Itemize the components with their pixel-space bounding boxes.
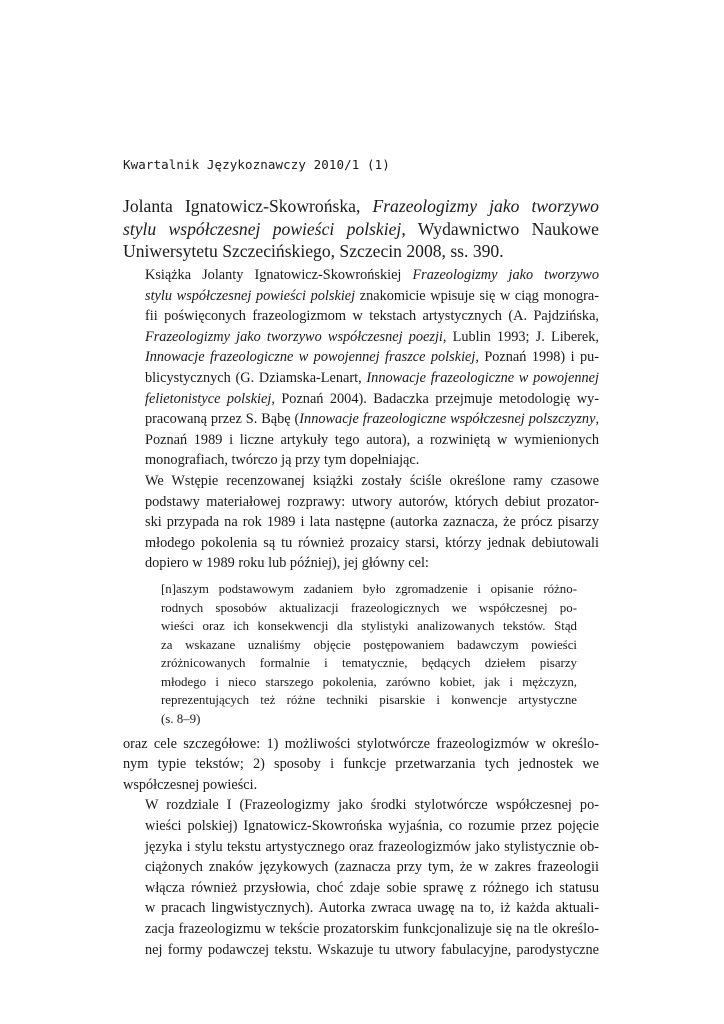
review-body <box>123 265 599 960</box>
text-line: dopiero w 1989 roku lub później), jej główny cel: <box>145 555 429 572</box>
text-line <box>123 368 599 389</box>
text-line <box>123 450 599 471</box>
text-line: włącza również przysłowia, choć zdaje sobie sprawę z różnego ich statusu <box>145 879 599 896</box>
paragraph-3 <box>123 734 599 796</box>
text-line: nym typie tekstów; 2) sposoby i funkcje przetwarzania tych jednostek we <box>123 756 599 773</box>
text-line: zacja frazeologizmu w tekście prozatorskim funkcjonalizuje się na tle określo- <box>145 921 599 937</box>
text-run: , Poznań 2004). Badaczka przejmuje metodologię wy- <box>271 390 600 407</box>
text-line: rodnych sposobów aktualizacji frazeologicznych we współczesnej po- <box>161 600 577 615</box>
paragraph-1 <box>123 265 599 471</box>
text-line: W rozdziale I (Frazeologizmy jako środki stylotwórcze współczesnej po- <box>145 797 599 814</box>
italic-title: felietonistyce polskiej <box>145 390 272 407</box>
text-run: blicystycznych (G. Dziamska-Lenart, <box>145 369 367 386</box>
text-line: w pracach lingwistycznych). Autorka zwraca uwagę na to, iż każda aktuali- <box>145 900 599 917</box>
italic-title: Innowacje frazeologiczne w powojennej fraszce polskiej <box>145 349 476 366</box>
review-title <box>123 195 599 263</box>
text-line: zróżnicowanych formalnie i tematycznie, będących dziełem pisarzy <box>161 656 577 671</box>
text-line: reprezentujących też różne techniki pisarskie i konwencje artystyczne <box>161 693 577 708</box>
italic-title: Innowacje frazeologiczne w powojennej <box>366 369 599 386</box>
text-line <box>123 286 599 307</box>
text-line <box>123 265 599 286</box>
block-quote <box>161 580 577 729</box>
text-run: , Poznań 1998) i pu- <box>475 349 600 366</box>
paragraph-4 <box>123 795 599 960</box>
journal-header: Kwartalnik Językoznawczy 2010/1 (1) <box>123 157 390 172</box>
text-line: oraz cele szczegółowe: 1) możliwości stylotwórcze frazeologizmów w określo- <box>123 735 599 752</box>
italic-title: Frazeologizmy jako tworzywo <box>412 267 599 283</box>
text-line: nej formy podawczej tekstu. Wskazuje tu utwory fabulacyjne, parodystyczne <box>145 941 599 958</box>
text-line <box>123 218 599 241</box>
text-run: fii poświęconych frazeologizmom w tekstach artystycznych (A. Pajdzińska, <box>145 308 599 325</box>
text-line: młodego pokolenia są tu również prozaicy starsi, którzy jednak debiutowali <box>145 534 599 551</box>
text-line: ski przypada na rok 1989 i lata następne (autorka zaznacza, że prócz pisarzy <box>145 514 599 531</box>
text-line <box>123 389 599 410</box>
italic-title: stylu współczesnej powieści polskiej <box>145 287 356 304</box>
italic-title: Frazeologizmy jako tworzywo <box>372 196 599 216</box>
text-line: języka i stylu tekstu artystycznego oraz frazeologizmów jako stylistycznie ob- <box>145 838 599 855</box>
text-run: pracowaną przez S. Bąbę ( <box>145 411 300 428</box>
text-line: ciążonych znaków językowych (zaznacza przy tym, że w zakres frazeologii <box>145 859 599 876</box>
text-run: Uniwersytetu Szczecińskiego, Szczecin 2008, ss. 390. <box>123 241 504 261</box>
text-run: Poznań 1989 i liczne artykuły tego autora), a rozwiniętą w wymienionych <box>145 431 599 448</box>
paragraph-2 <box>123 471 599 574</box>
text-line <box>123 409 599 430</box>
text-line <box>123 195 599 218</box>
text-run: znakomicie wpisuje się w ciąg monogra- <box>355 287 599 304</box>
text-run: monografiach, twórczo ją przy tym dopełniając. <box>145 452 420 469</box>
text-line <box>123 347 599 368</box>
text-run: , Lublin 1993; J. Liberek, <box>442 328 599 345</box>
text-line <box>123 306 599 327</box>
text-line <box>123 240 599 263</box>
italic-title: stylu współczesnej powieści polskiej <box>123 218 402 239</box>
text-run: Jolanta Ignatowicz-Skowrońska, <box>123 196 373 216</box>
text-line: za wskazane uznaliśmy objęcie postępowaniem badawczym powieści <box>161 637 577 652</box>
text-line <box>123 430 599 451</box>
text-line: We Wstępie recenzowanej książki zostały ściśle określone ramy czasowe <box>145 472 599 489</box>
text-run: Książka Jolanty Ignatowicz-Skowrońskiej <box>145 267 413 283</box>
text-line <box>123 327 599 348</box>
text-line: (s. 8–9) <box>161 712 201 727</box>
italic-title: Innowacje frazeologiczne współczesnej polszczyzny <box>299 411 596 428</box>
text-line: wieści oraz ich konsekwencji dla stylistyki analizowanych tekstów. Stąd <box>161 619 577 634</box>
text-line: wieści polskiej) Ignatowicz-Skowrońska wyjaśnia, co rozumie przez pojęcie <box>145 818 599 835</box>
text-line: współczesnej powieści. <box>123 776 258 793</box>
text-run: , <box>595 411 600 428</box>
text-line: młodego i nieco starszego pokolenia, zarówno kobiet, jak i mężczyzn, <box>161 674 577 689</box>
italic-title: Frazeologizmy jako tworzywo współczesnej poezji <box>145 328 443 345</box>
text-line: podstawy materiałowej rozprawy: utwory autorów, których debiut prozator- <box>145 493 599 510</box>
text-line: [n]aszym podstawowym zadaniem było zgromadzenie i opisanie różno- <box>161 581 577 596</box>
text-run: , Wydawnictwo Naukowe <box>401 218 599 239</box>
